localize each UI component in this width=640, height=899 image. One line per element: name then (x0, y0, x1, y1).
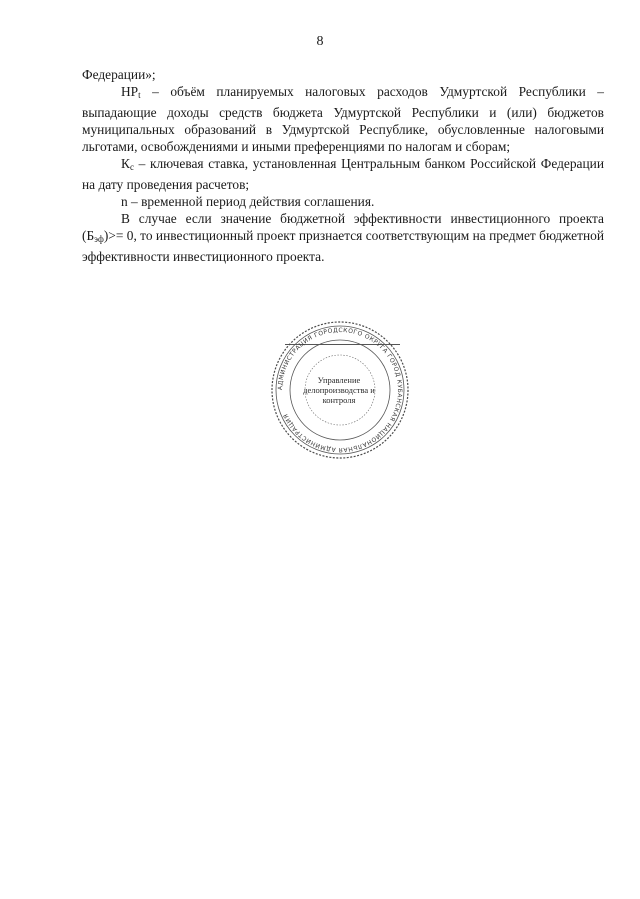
document-body (82, 66, 604, 265)
subscript-t: t (138, 90, 141, 100)
page-number: 8 (316, 34, 324, 49)
paragraph-key-rate (82, 155, 604, 193)
efficiency-text-end: )>= 0, то инвестиционный проект признается соответствующим на предмет бюджетной эффективности инвестиционного проекта. (82, 228, 604, 264)
stamp-ring-text: АДМИНИСТРАЦИЯ ГОРОДСКОГО ОКРУГА ГОРОД КУБАНСКАЯ НАЦИОНАЛЬНАЯ АДМИНИСТРАЦИЯ (276, 326, 404, 454)
paragraph-efficiency (82, 210, 604, 265)
paragraph-period: n – временной период действия соглашения. (121, 194, 375, 209)
subscript-ef: эф (94, 234, 104, 244)
stamp-center-text: Управление делопроизводства и контроля (303, 375, 375, 405)
efficiency-text-start: В случае если значение бюджетной эффективности инвестиционного проекта (Б (82, 211, 604, 243)
paragraph-tax-expenses (82, 83, 604, 155)
key-rate-text: – ключевая ставка, установленная Центральным банком Российской Федерации на дату проведения расчетов; (82, 156, 604, 192)
symbol-k: К (121, 156, 130, 171)
tax-expenses-text: – объём планируемых налоговых расходов Удмуртской Республики – выпадающие доходы средств бюджета Удмуртской Республики и (или) бюджетов муниципальных образований в Удмуртской Республике, обусловленные налоговыми льготами, освобождениями и иными преференциями по налогам и сборам; (82, 84, 604, 154)
subscript-c: с (129, 162, 134, 172)
symbol-hp: НР (121, 84, 139, 99)
paragraph-federation: Федерации»; (82, 67, 156, 82)
